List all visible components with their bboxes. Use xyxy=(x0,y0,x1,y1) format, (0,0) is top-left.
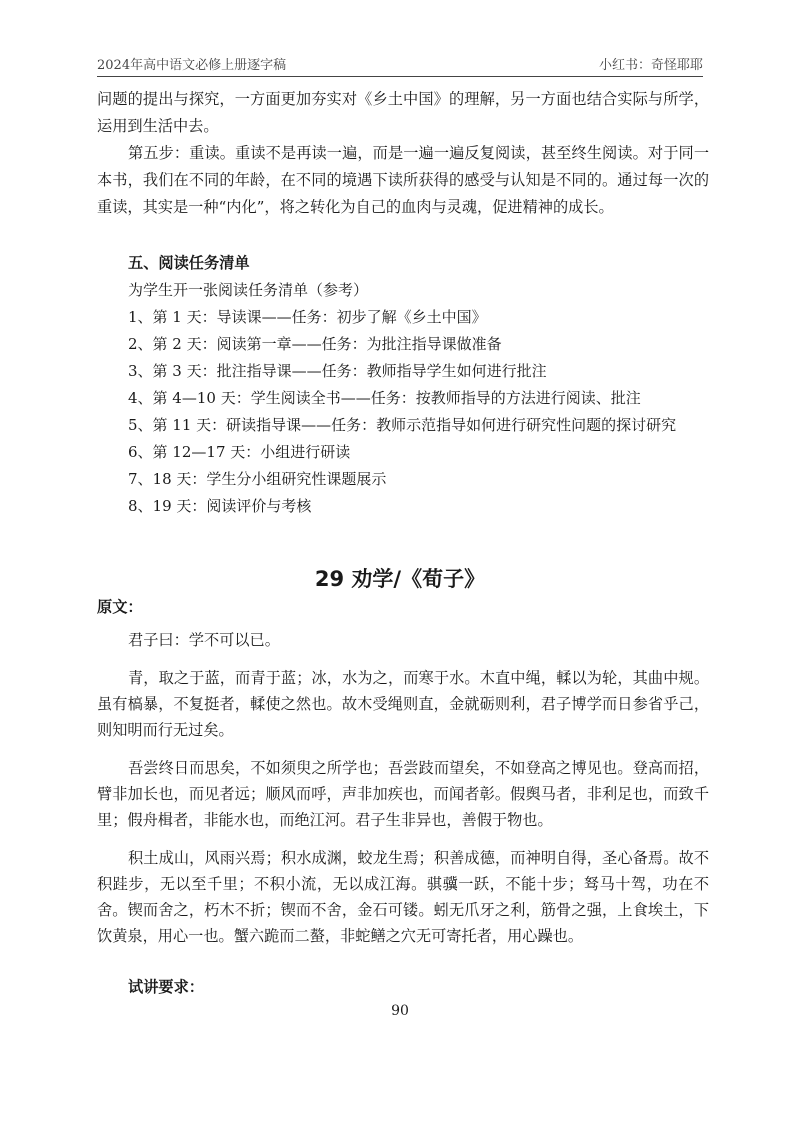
list-item: 2、第 2 天：阅读第一章——任务：为批注指导课做准备 xyxy=(128,335,502,353)
classical-paragraph: 吾尝终日而思矣，不如须臾之所学也；吾尝跂而望矣，不如登高之博见也。登高而招，臂非加长也，而见者远；顺风而呼，声非加疾也，而闻者彰。假舆马者，非利足也，而致千里；假舟楫者，非能水也，而绝江河。君子生非异也，善假于物也。 xyxy=(97,759,709,829)
section-heading-task-list: 五、阅读任务清单 xyxy=(128,254,250,272)
list-item: 7、18 天：学生分小组研究性课题展示 xyxy=(128,470,387,488)
page-number: 90 xyxy=(391,1003,409,1019)
paragraph-step-five: 第五步：重读。重读不是再读一遍，而是一遍一遍反复阅读，甚至终生阅读。对于同一本书，我们在不同的年龄，在不同的境遇下读所获得的感受与认知是不同的。通过每一次的重读，其实是一种“内化”，将之转化为自己的血肉与灵魂，促进精神的成长。 xyxy=(97,144,709,216)
list-item: 8、19 天：阅读评价与考核 xyxy=(128,497,312,515)
lecture-requirement-label: 试讲要求： xyxy=(128,978,204,996)
chapter-title: 29 劝学/《荀子》 xyxy=(314,567,486,591)
header-right-author: 小红书：奇怪耶耶 xyxy=(598,58,703,73)
classical-paragraph: 君子曰：学不可以已。 xyxy=(128,631,280,649)
list-item: 5、第 11 天：研读指导课——任务：教师示范指导如何进行研究性问题的探讨研究 xyxy=(128,416,677,434)
original-text-label: 原文： xyxy=(97,598,143,616)
list-item: 4、第 4—10 天：学生阅读全书——任务：按教师指导的方法进行阅读、批注 xyxy=(128,389,641,407)
header-left-title: 2024年高中语文必修上册逐字稿 xyxy=(97,58,287,73)
original-text xyxy=(97,627,709,961)
classical-paragraph: 积土成山，风雨兴焉；积水成渊，蛟龙生焉；积善成德，而神明自得，圣心备焉。故不积跬步，无以至千里；不积小流，无以成江海。骐骥一跃，不能十步；驽马十驾，功在不舍。锲而舍之，朽木不折；锲而不舍，金石可镂。蚓无爪牙之利，筋骨之强，上食埃土，下饮黄泉，用心一也。蟹六跪而二螯，非蛇鳝之穴无可寄托者，用心躁也。 xyxy=(97,849,709,945)
task-list-intro: 为学生开一张阅读任务清单（参考） xyxy=(128,281,369,299)
header-divider xyxy=(97,76,703,77)
list-item: 3、第 3 天：批注指导课——任务：教师指导学生如何进行批注 xyxy=(128,362,547,380)
task-list xyxy=(128,277,718,520)
section-continuation xyxy=(97,86,709,221)
paragraph-continuation: 问题的提出与探究，一方面更加夯实对《乡土中国》的理解，另一方面也结合实际与所学，运用到生活中去。 xyxy=(97,90,709,135)
list-item: 6、第 12—17 天：小组进行研读 xyxy=(128,443,351,461)
classical-paragraph: 青，取之于蓝，而青于蓝；冰，水为之，而寒于水。木直中绳，輮以为轮，其曲中规。虽有槁暴，不复挺者，輮使之然也。故木受绳则直，金就砺则利，君子博学而日参省乎己，则知明而行无过矣。 xyxy=(97,669,709,739)
page-header xyxy=(97,54,703,73)
list-item: 1、第 1 天：导读课——任务：初步了解《乡土中国》 xyxy=(128,308,487,326)
